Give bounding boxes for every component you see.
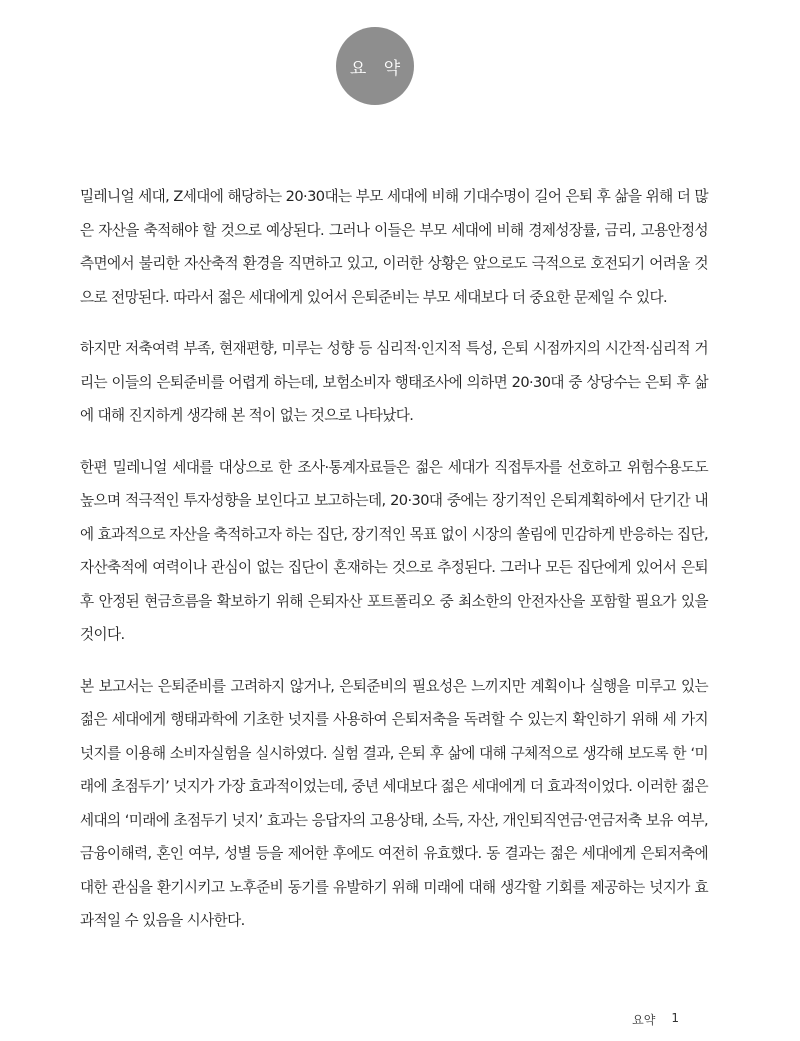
section-title-badge (336, 27, 414, 105)
paragraph-4: 본 보고서는 은퇴준비를 고려하지 않거나, 은퇴준비의 필요성은 느끼지만 계획이나 실행을 미루고 있는 젊은 세대에게 행태과학에 기초한 넛지를 사용하여 은퇴저축을 독려할 수 있는지 확인하기 위해 세 가지 넛지를 이용해 소비자실험을 실시하였다. 실험 결과, 은퇴 후 삶에 대해 구체적으로 생각해 보도록 한 ‘미래에 초점두기’ 넛지가 가장 효과적이었는데, 중년 세대보다 젊은 세대에게 더 효과적이었다. 이러한 젊은 세대의 ‘미래에 초점두기 넛지’ 효과는 응답자의 고용상태, 소득, 자산, 개인퇴직연금·연금저축 보유 여부, 금융이해력, 혼인 여부, 성별 등을 제어한 후에도 여전히 유효했다. 동 결과는 젊은 세대에게 은퇴저축에 대한 관심을 환기시키고 노후준비 동기를 유발하기 위해 미래에 대해 생각할 기회를 제공하는 넛지가 효과적일 수 있음을 시사한다. (80, 677, 708, 929)
page-footer (632, 1011, 679, 1028)
page-number: 1 (671, 1011, 679, 1025)
paragraph-2: 하지만 저축여력 부족, 현재편향, 미루는 성향 등 심리적·인지적 특성, 은퇴 시점까지의 시간적·심리적 거리는 이들의 은퇴준비를 어렵게 하는데, 보험소비자 행태조사에 의하면 20·30대 중 상당수는 은퇴 후 삶에 대해 진지하게 생각해 본 적이 없는 것으로 나타났다. (80, 340, 708, 424)
footer-section-label: 요약 (632, 1013, 656, 1027)
paragraph-1: 밀레니얼 세대, Z세대에 해당하는 20·30대는 부모 세대에 비해 기대수명이 길어 은퇴 후 삶을 위해 더 많은 자산을 축적해야 할 것으로 예상된다. 그러나 이들은 부모 세대에 비해 경제성장률, 금리, 고용안정성 측면에서 불리한 자산축적 환경을 직면하고 있고, 이러한 상황은 앞으로도 극적으로 호전되기 어려울 것으로 전망된다. 따라서 젊은 세대에게 있어서 은퇴준비는 부모 세대보다 더 중요한 문제일 수 있다. (80, 188, 708, 306)
paragraph-3: 한편 밀레니얼 세대를 대상으로 한 조사·통계자료들은 젊은 세대가 직접투자를 선호하고 위험수용도도 높으며 적극적인 투자성향을 보인다고 보고하는데, 20·30대 중에는 장기적인 은퇴계획하에서 단기간 내에 효과적으로 자산을 축적하고자 하는 집단, 장기적인 목표 없이 시장의 쏠림에 민감하게 반응하는 집단, 자산축적에 여력이나 관심이 없는 집단이 혼재하는 것으로 추정된다. 그러나 모든 집단에게 있어서 은퇴 후 안정된 현금흐름을 확보하기 위해 은퇴자산 포트폴리오 중 최소한의 안전자산을 포함할 필요가 있을 것이다. (80, 458, 708, 643)
summary-body (80, 180, 708, 956)
section-title: 요 약 (349, 58, 407, 79)
